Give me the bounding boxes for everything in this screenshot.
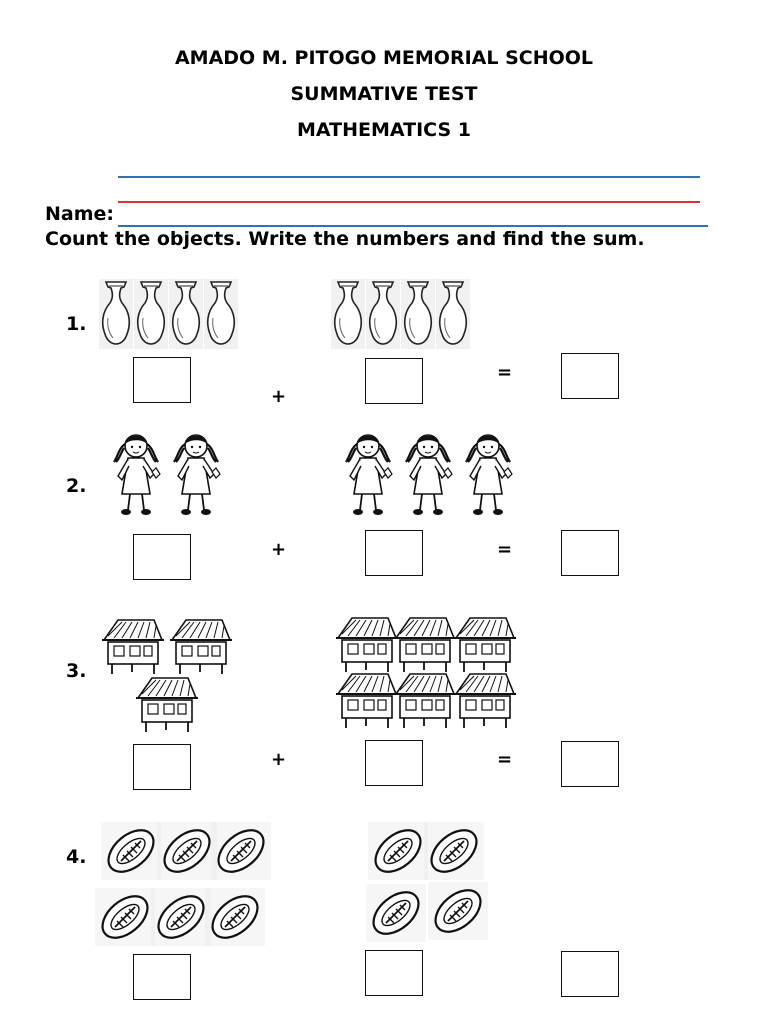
hut-icon [394,618,456,672]
answer-box-right[interactable] [365,530,423,576]
item-number: 2. [66,475,87,497]
answer-box-left[interactable] [133,954,191,1000]
item-number: 3. [66,660,87,682]
vase-icon [134,279,168,349]
vase-icon [331,279,365,349]
vase-icon [169,279,203,349]
girl-group-right [340,428,520,518]
plus-sign: + [271,749,287,770]
football-group-left [95,822,270,950]
girl-group-left [108,428,226,518]
football-icon [366,884,426,942]
name-line[interactable] [118,225,708,227]
writing-line-middle [118,201,700,203]
answer-box-sum[interactable] [561,530,619,576]
football-icon [428,882,488,940]
football-icon [157,822,217,880]
answer-box-left[interactable] [133,744,191,790]
vase-icon [204,279,238,349]
equals-sign: = [497,539,513,560]
football-icon [211,822,271,880]
answer-box-left[interactable] [133,534,191,580]
answer-box-right[interactable] [365,950,423,996]
girl-icon [114,435,160,515]
answer-box-right[interactable] [365,358,423,404]
answer-box-left[interactable] [133,357,191,403]
vase-group-left [98,278,243,350]
football-icon [424,822,484,880]
football-icon [368,822,428,880]
school-name: AMADO M. PITOGO MEMORIAL SCHOOL [174,47,594,69]
test-title: SUMMATIVE TEST [290,83,478,105]
football-group-right [366,822,490,944]
subject-title: MATHEMATICS 1 [297,119,471,141]
hut-group-left [98,614,238,734]
name-label: Name: [45,203,115,225]
equals-sign: = [497,362,513,383]
vase-icon [366,279,400,349]
hut-icon [336,618,398,672]
item-number: 4. [66,846,87,868]
hut-icon [454,618,516,672]
football-icon [101,822,161,880]
hut-icon [136,678,198,732]
vase-icon [99,279,133,349]
hut-icon [454,674,516,728]
writing-line-top [118,176,700,178]
hut-icon [394,674,456,728]
vase-group-right [330,278,475,350]
vase-icon [401,279,435,349]
football-icon [95,888,155,946]
girl-icon [406,435,452,515]
football-icon [151,888,211,946]
answer-box-sum[interactable] [561,353,619,399]
answer-box-sum[interactable] [561,951,619,997]
vase-icon [436,279,470,349]
hut-group-right [332,612,522,730]
plus-sign: + [271,539,287,560]
girl-icon [346,435,392,515]
equals-sign: = [497,749,513,770]
girl-icon [466,435,512,515]
plus-sign: + [271,386,287,407]
girl-icon [174,435,220,515]
item-number: 1. [66,313,87,335]
instructions: Count the objects. Write the numbers and find the sum. [45,228,645,250]
answer-box-sum[interactable] [561,741,619,787]
hut-icon [102,620,164,674]
answer-box-right[interactable] [365,740,423,786]
football-icon [205,888,265,946]
hut-icon [336,674,398,728]
hut-icon [170,620,232,674]
